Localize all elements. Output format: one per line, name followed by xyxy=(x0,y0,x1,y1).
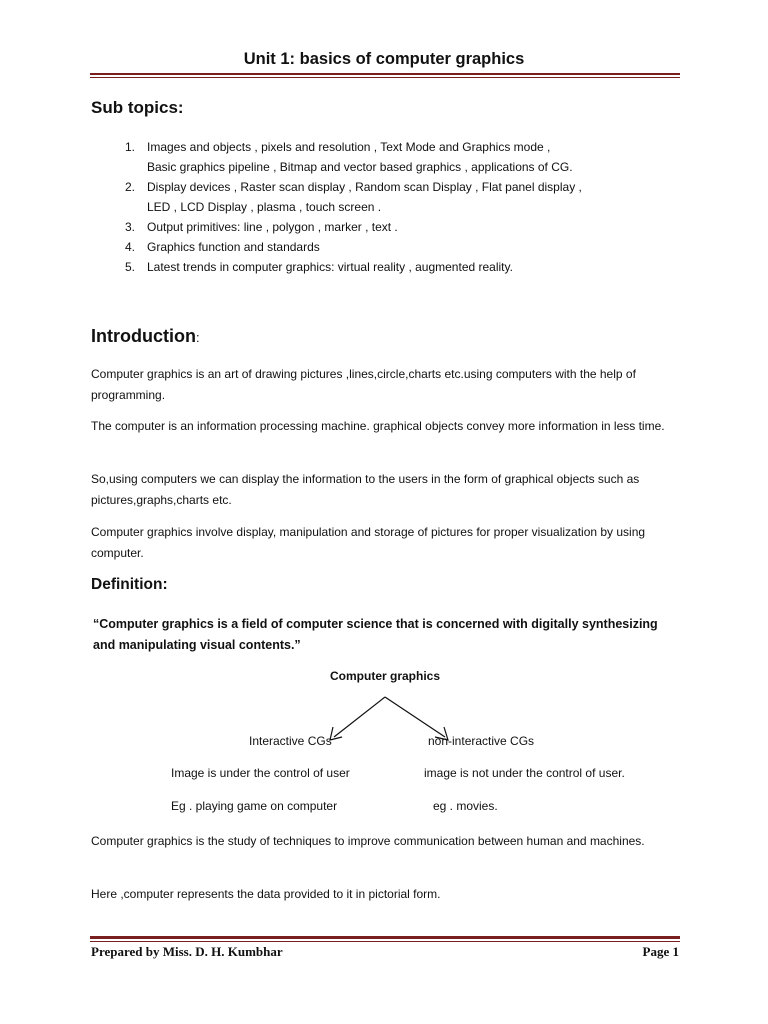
definition-quote: “Computer graphics is a field of computer science that is concerned with digitally synthesizing and manipulating visual contents.” xyxy=(93,617,658,652)
closing-paragraph: Here ,computer represents the data provided to it in pictorial form. xyxy=(91,887,441,901)
diagram-left-example: Eg . playing game on computer xyxy=(171,799,338,813)
closing-paragraph: Computer graphics is the study of techniques to improve communication between human and machines. xyxy=(91,834,645,848)
list-item-line: Basic graphics pipeline , Bitmap and vector based graphics , applications of CG. xyxy=(147,160,573,174)
list-number: 5. xyxy=(125,260,136,274)
list-number: 4. xyxy=(125,240,136,254)
list-item xyxy=(125,257,685,277)
footer-rule-thick xyxy=(90,936,680,939)
intro-paragraph: Computer graphics is an art of drawing pictures ,lines,circle,charts etc.using computers with the help of programming. xyxy=(91,367,636,402)
list-number: 2. xyxy=(125,180,136,194)
list-item xyxy=(125,137,685,177)
diagram-root: Computer graphics xyxy=(330,669,441,683)
list-number: 1. xyxy=(125,140,136,154)
footer-page-number: Page 1 xyxy=(642,944,679,959)
list-item-line: Output primitives: line , polygon , marker , text . xyxy=(147,220,398,234)
page-title: Unit 1: basics of computer graphics xyxy=(243,50,525,68)
introduction-heading-colon: : xyxy=(195,330,200,345)
list-item-line: Images and objects , pixels and resolution , Text Mode and Graphics mode , xyxy=(147,140,551,154)
list-item-line: Graphics function and standards xyxy=(147,240,320,254)
arrow-left-line xyxy=(334,697,385,737)
arrow-left-head xyxy=(330,727,342,740)
arrow-right-line xyxy=(385,697,445,737)
diagram-right-label: non-interactive CGs xyxy=(428,734,535,748)
subtopics-list xyxy=(125,137,685,277)
list-number: 3. xyxy=(125,220,136,234)
subtopics-heading: Sub topics: xyxy=(91,98,184,117)
header-rule-thin xyxy=(90,77,680,78)
footer-rule-thin xyxy=(90,941,680,942)
intro-paragraph: The computer is an information processing machine. graphical objects convey more information in less time. xyxy=(91,419,665,433)
list-item xyxy=(125,237,685,257)
list-item-line: Display devices , Raster scan display , Random scan Display , Flat panel display , xyxy=(147,180,582,194)
diagram-left-label: Interactive CGs xyxy=(249,734,332,748)
intro-paragraph: Computer graphics involve display, manipulation and storage of pictures for proper visualization by using computer. xyxy=(91,525,646,560)
introduction-heading xyxy=(91,326,200,347)
diagram-right-example: eg . movies. xyxy=(433,799,498,813)
definition-heading: Definition: xyxy=(91,576,168,593)
list-item-line: Latest trends in computer graphics: virtual reality , augmented reality. xyxy=(147,260,513,274)
diagram-right-desc: image is not under the control of user. xyxy=(424,766,625,780)
header-rule-thick xyxy=(90,73,680,75)
diagram-left-desc: Image is under the control of user xyxy=(171,766,350,780)
list-item-line: LED , LCD Display , plasma , touch screen . xyxy=(147,200,382,214)
introduction-heading-text: Introduction xyxy=(91,326,196,346)
footer-author: Prepared by Miss. D. H. Kumbhar xyxy=(91,944,283,959)
list-item xyxy=(125,217,685,237)
list-item xyxy=(125,177,685,217)
intro-paragraph: So,using computers we can display the information to the users in the form of graphical objects such as pictures,graphs,charts etc. xyxy=(91,472,640,507)
